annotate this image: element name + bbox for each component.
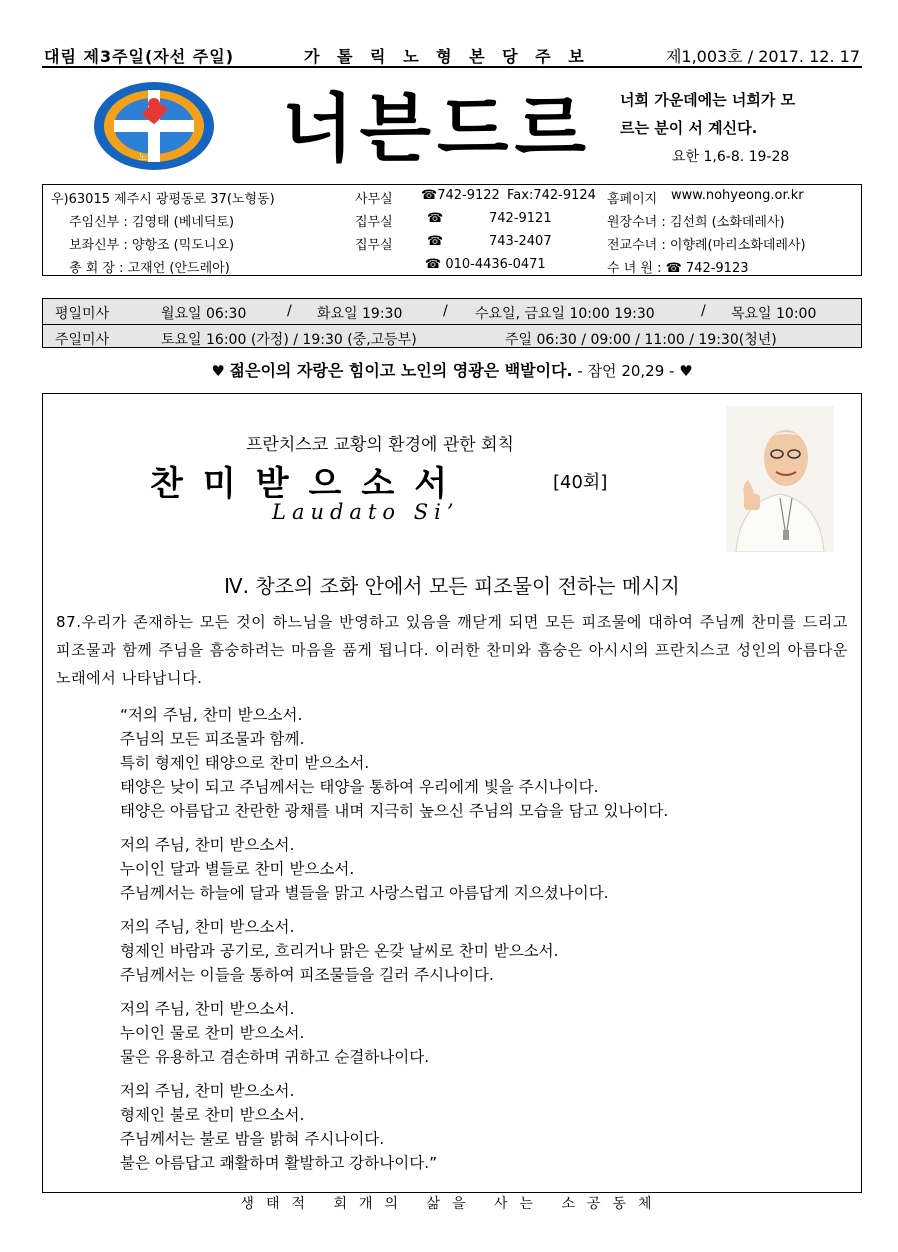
assistant-priest: 보좌신부 : 양항조 (믹도니오): [69, 238, 235, 253]
footer-slogan: 생태적 회개의 삶을 사는 소공동체: [240, 1196, 664, 1212]
canticle-of-the-sun: [120, 703, 860, 1185]
motto-text: 젊은이의 자랑은 힘이고 노인의 영광은 백발이다.: [229, 361, 573, 380]
convent: 수 녀 원 : ☎ 742-9123: [607, 261, 749, 276]
hymn-line: 누이인 물로 찬미 받으소서.: [120, 1024, 305, 1042]
info-row: [43, 231, 863, 253]
encyclical-subtitle: 프란치스코 교황의 환경에 관한 회칙: [246, 435, 514, 455]
liturgical-day: 대림 제3주일(자선 주일): [44, 47, 235, 66]
gospel-verse: [620, 86, 870, 142]
bulletin-header: [42, 40, 862, 68]
sunday-mass: 주일 06:30 / 09:00 / 11:00 / 19:30(청년): [505, 332, 777, 348]
separator: /: [443, 303, 448, 319]
motto: [42, 360, 862, 382]
hymn-stanza: [120, 1079, 860, 1175]
hymn-line: 주님께서는 하늘에 달과 별들을 맑고 사랑스럽고 아름답게 지으셨나이다.: [120, 884, 609, 902]
hymn-line: “저의 주님, 찬미 받으소서.: [120, 706, 303, 724]
hymn-line: 형제인 바람과 공기로, 흐리거나 맑은 온갖 날씨로 찬미 받으소서.: [120, 942, 559, 960]
latin-title: Laudato Si’: [272, 500, 460, 524]
hymn-line: 저의 주님, 찬미 받으소서.: [120, 836, 295, 854]
hymn-line: 형제인 불로 찬미 받으소서.: [120, 1106, 305, 1124]
hymn-line: 주님께서는 불로 밤을 밝혀 주시나이다.: [120, 1130, 385, 1148]
separator: /: [287, 303, 292, 319]
hymn-line: 태양은 아름답고 찬란한 광채를 내며 지극히 높으신 주님의 모습을 담고 있나이다.: [120, 802, 669, 820]
thursday-mass: 목요일 10:00: [731, 306, 817, 322]
head-sister: 원장수녀 : 김선희 (소화데레사): [607, 215, 785, 230]
weekday-mass-row: [43, 299, 861, 323]
homepage-link[interactable]: www.nohyeong.or.kr: [671, 188, 804, 203]
office-phone: ☎742-9122: [421, 188, 500, 203]
info-row: [43, 254, 863, 276]
hymn-line: 주님께서는 이들을 통하여 피조물들을 길러 주시나이다.: [120, 966, 494, 984]
issue-date: 제1,003호 / 2017. 12. 17: [665, 47, 860, 66]
series-number: [40회]: [553, 472, 608, 493]
encyclical-title: 찬미받으소서: [150, 464, 468, 504]
mass-schedule: [42, 298, 862, 348]
verse-line-2: 르는 분이 서 계신다.: [620, 119, 758, 137]
bulletin-name: 가 톨 릭 노 형 본 당 주 보: [304, 47, 590, 66]
hymn-line: 저의 주님, 찬미 받으소서.: [120, 918, 295, 936]
hymn-line: 저의 주님, 찬미 받으소서.: [120, 1000, 295, 1018]
phone-icon: ☎: [427, 211, 444, 226]
phone-number: 743-2407: [489, 234, 552, 249]
heart-icon: ♥: [211, 362, 225, 380]
hymn-line: 태양은 낮이 되고 주님께서는 태양을 통하여 우리에게 빛을 주시나이다.: [120, 778, 599, 796]
hymn-line: 특히 형제인 태양으로 찬미 받으소서.: [120, 754, 370, 772]
verse-line-1: 너희 가운데에는 너희가 모: [620, 91, 796, 109]
pastor: 주임신부 : 김영태 (베네딕토): [69, 215, 235, 230]
parish-logo-icon: [92, 80, 216, 172]
separator: /: [701, 303, 706, 319]
logo-text: 노 형: [138, 153, 159, 163]
phone-icon: ☎: [427, 234, 444, 249]
hymn-line: 주님의 모든 피조물과 함께.: [120, 730, 305, 748]
phone-number: 742-9121: [489, 211, 552, 226]
masthead-title: 너븐드르: [282, 86, 592, 172]
motto-reference: - 잠언 20,29 -: [577, 362, 675, 380]
homepage-label: 홈페이지: [607, 192, 658, 207]
phone-number: ☎ 010-4436-0471: [425, 257, 546, 272]
hymn-line: 불은 아름답고 쾌활하며 활발하고 강하나이다.”: [120, 1154, 438, 1172]
monday-mass: 월요일 06:30: [161, 306, 247, 322]
hymn-line: 저의 주님, 찬미 받으소서.: [120, 1082, 295, 1100]
heart-icon: ♥: [679, 362, 693, 380]
info-row: [43, 185, 863, 207]
tuesday-mass: 화요일 19:30: [317, 306, 403, 322]
verse-reference: 요한 1,6-8. 19-28: [672, 149, 790, 165]
address: 우)63015 제주시 광평동로 37(노형동): [51, 192, 275, 207]
weekday-label: 평일미사: [55, 306, 110, 322]
pope-francis-image: [726, 406, 834, 552]
section-title: Ⅳ. 창조의 조화 안에서 모든 피조물이 전하는 메시지: [224, 574, 680, 598]
info-row: [43, 208, 863, 230]
hymn-stanza: [120, 915, 860, 987]
wed-fri-mass: 수요일, 금요일 10:00 19:30: [475, 306, 655, 322]
hymn-line: 물은 유용하고 겸손하며 귀하고 순결하나이다.: [120, 1048, 430, 1066]
article-paragraph: 87.우리가 존재하는 모든 것이 하느님을 반영하고 있음을 깨닫게 되면 모든 피조물에 대하여 주님께 찬미를 드리고 피조물과 함께 주님을 흠숭하려는 마음을 품게 됩니다. 이러한 찬미와 흠숭은 아시시의 프란치스코 성인의 아름다운 노래에서 나타납니다.: [56, 613, 848, 687]
sunday-mass-row: [43, 324, 861, 349]
parish-info-table: [42, 184, 862, 276]
fax: Fax:742-9124: [507, 188, 596, 203]
hymn-line: 누이인 달과 별들로 찬미 받으소서.: [120, 860, 355, 878]
hymn-stanza: [120, 997, 860, 1069]
mission-sister: 전교수녀 : 이향례(마리소화데레사): [607, 238, 806, 253]
office-label: 집무실: [355, 238, 393, 253]
council-president: 총 회 장 : 고재언 (안드레아): [69, 261, 230, 276]
hymn-stanza: [120, 833, 860, 905]
hymn-stanza: [120, 703, 860, 823]
sunday-label: 주일미사: [55, 332, 110, 348]
office-label: 사무실: [355, 192, 393, 207]
office-label: 집무실: [355, 215, 393, 230]
saturday-mass: 토요일 16:00 (가정) / 19:30 (중,고등부): [161, 332, 417, 348]
